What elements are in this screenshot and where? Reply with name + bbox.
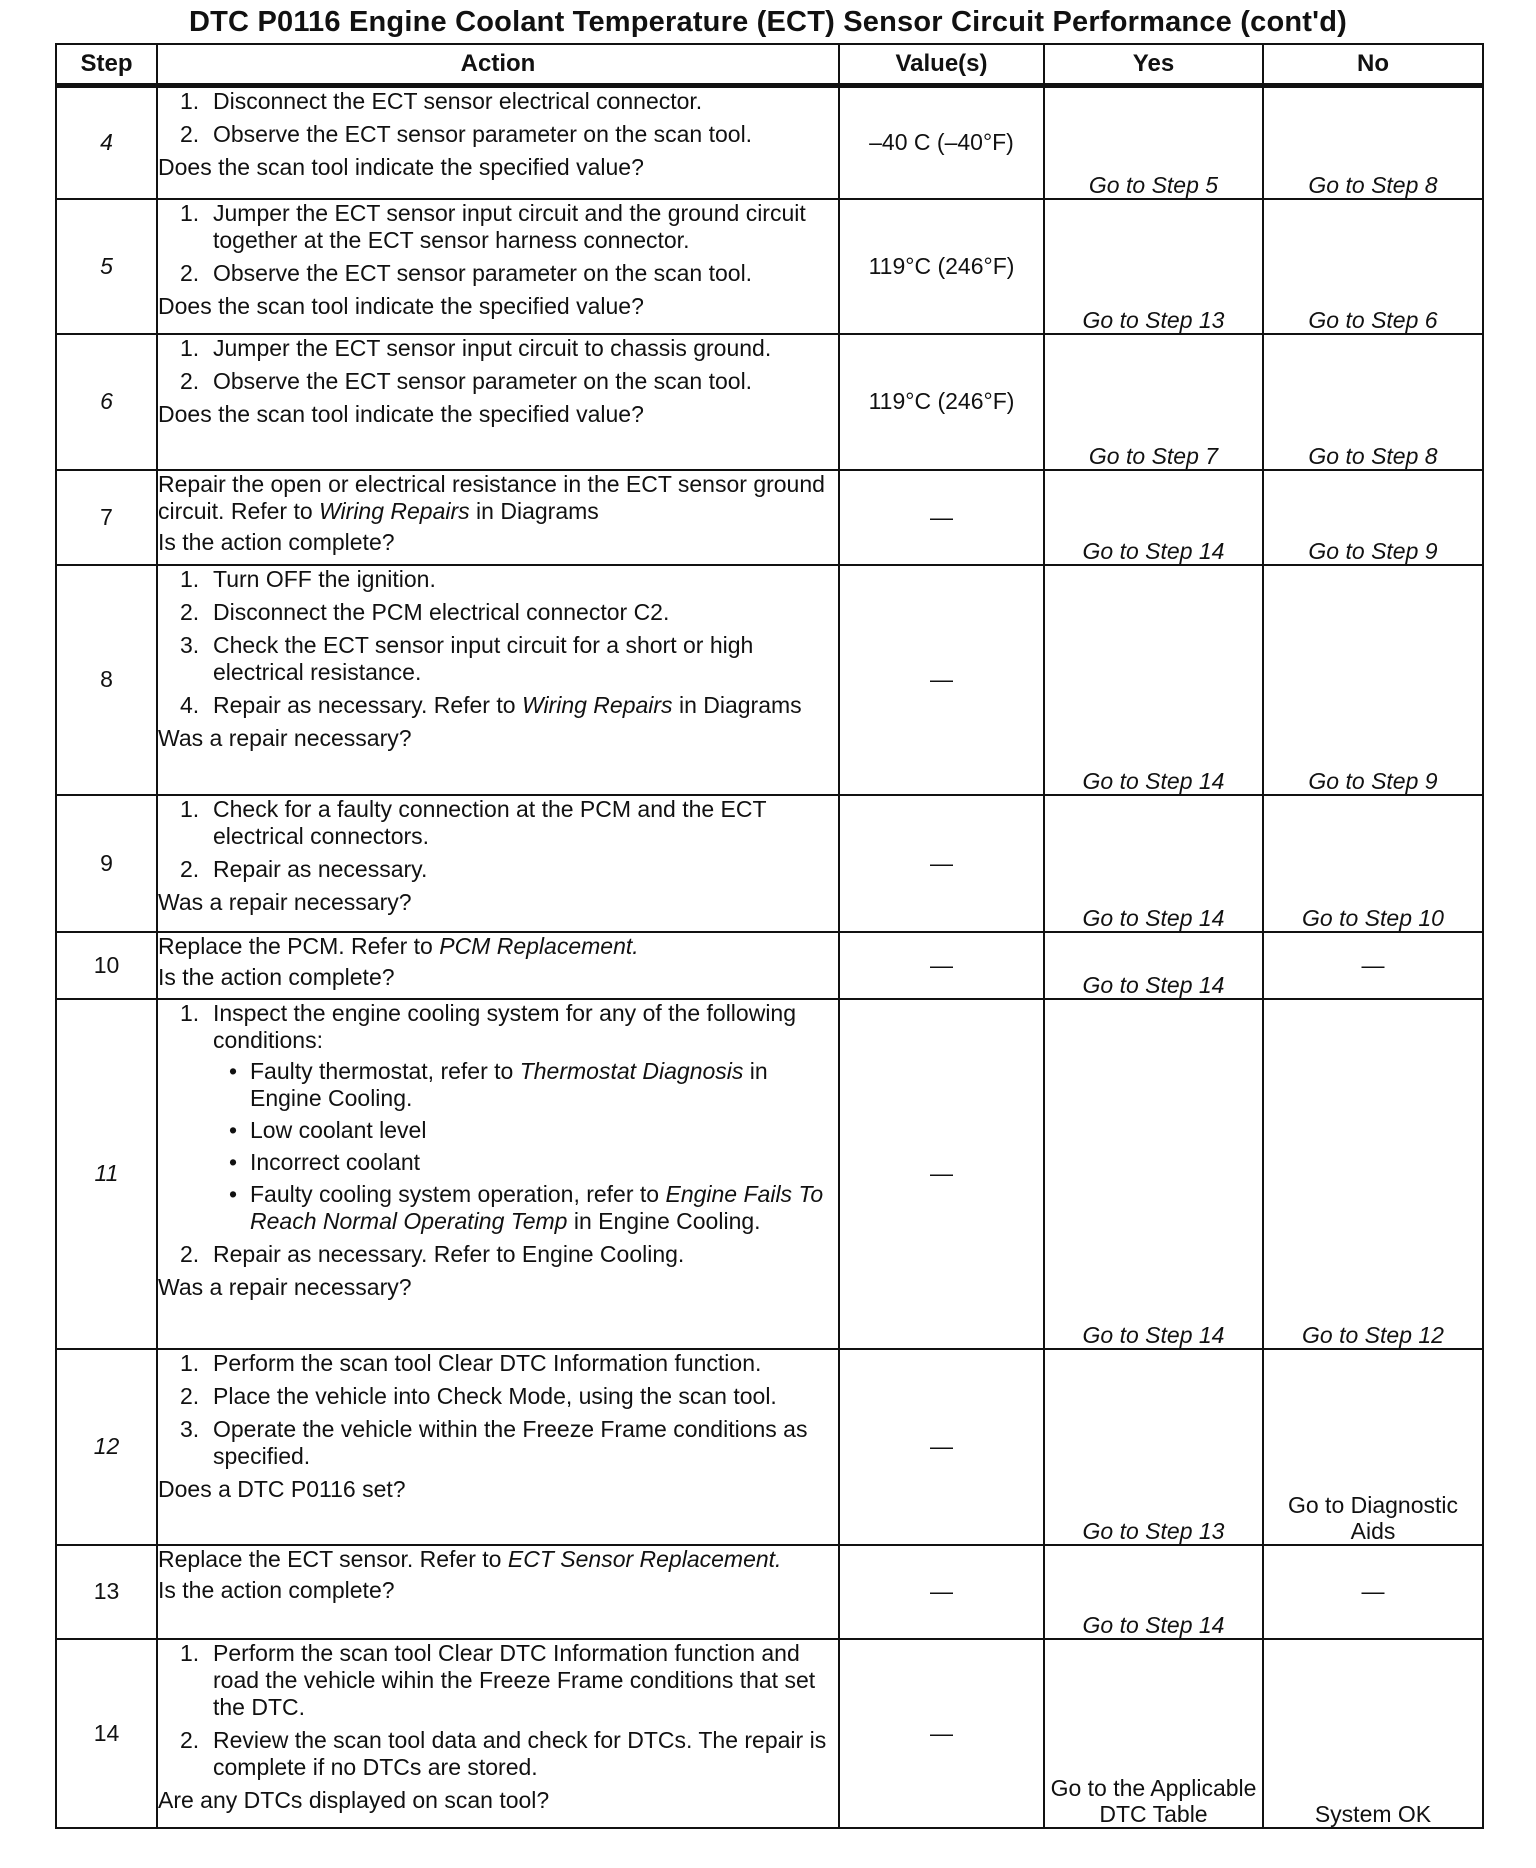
list-item: 3. Operate the vehicle within the Freeze Frame conditions as specified. (180, 1415, 808, 1469)
action-cell (157, 470, 839, 565)
step-number: 9 (56, 795, 157, 932)
list-item: 1. Turn OFF the ignition. (180, 565, 436, 592)
value-cell: — (839, 999, 1044, 1349)
no-cell: Go to Step 6 (1263, 199, 1483, 334)
yes-cell: Go to Step 14 (1044, 470, 1263, 565)
no-cell: Go to Step 9 (1263, 470, 1483, 565)
question-text: Was a repair necessary? (158, 724, 412, 751)
action-cell (157, 932, 839, 999)
header-action: Action (157, 44, 839, 86)
list-item: 1. Perform the scan tool Clear DTC Information function. (180, 1349, 762, 1376)
bullet-item: • Faulty cooling system operation, refer to Engine Fails To Reach Normal Operating Temp in Engine Cooling. (213, 1181, 838, 1235)
list-item: 2. Repair as necessary. Refer to Engine Cooling. (180, 1240, 685, 1267)
question-text: Is the action complete? (158, 1576, 395, 1603)
table-row (56, 999, 1483, 1349)
action-text: Replace the PCM. Refer to PCM Replacement. (158, 932, 639, 959)
value-cell: 119°C (246°F) (839, 199, 1044, 334)
table-row (56, 1349, 1483, 1545)
step-number: 12 (56, 1349, 157, 1545)
table-row (56, 565, 1483, 795)
list-item: 2. Observe the ECT sensor parameter on the scan tool. (180, 259, 753, 286)
no-cell: — (1263, 1545, 1483, 1639)
value-cell: — (839, 470, 1044, 565)
list-item: 2. Disconnect the PCM electrical connector C2. (180, 598, 670, 625)
question-text: Was a repair necessary? (158, 1273, 412, 1300)
value-cell: — (839, 565, 1044, 795)
no-cell: Go to Step 12 (1263, 999, 1483, 1349)
value-cell: 119°C (246°F) (839, 334, 1044, 470)
bullet-item: • Low coolant level (213, 1117, 838, 1144)
step-number: 6 (56, 334, 157, 470)
table-row (56, 932, 1483, 999)
action-cell (157, 199, 839, 334)
header-step: Step (56, 44, 157, 86)
table-header-row (56, 44, 1483, 86)
step-number: 4 (56, 86, 157, 199)
value-cell: — (839, 1545, 1044, 1639)
yes-cell: Go to the Applicable DTC Table (1044, 1639, 1263, 1828)
list-item: 2. Observe the ECT sensor parameter on the scan tool. (180, 367, 753, 394)
step-number: 8 (56, 565, 157, 795)
header-values: Value(s) (839, 44, 1044, 86)
no-cell: Go to Diagnostic Aids (1263, 1349, 1483, 1545)
list-item: 1. Jumper the ECT sensor input circuit to chassis ground. (180, 334, 772, 361)
action-cell (157, 795, 839, 932)
step-number: 10 (56, 932, 157, 999)
list-item: 2. Repair as necessary. (180, 855, 428, 882)
question-text: Is the action complete? (158, 528, 395, 555)
value-cell: –40 C (–40°F) (839, 86, 1044, 199)
question-text: Is the action complete? (158, 963, 395, 990)
question-text: Does the scan tool indicate the specified value? (158, 292, 644, 319)
diagnostic-table (55, 43, 1484, 1829)
list-item: 2. Place the vehicle into Check Mode, using the scan tool. (180, 1382, 777, 1409)
action-text: Repair the open or electrical resistance in the ECT sensor ground circuit. Refer to Wiring Repairs in Diagrams (158, 470, 825, 524)
question-text: Does the scan tool indicate the specified value? (158, 154, 644, 180)
yes-cell: Go to Step 13 (1044, 1349, 1263, 1545)
value-cell: — (839, 1349, 1044, 1545)
yes-cell: Go to Step 13 (1044, 199, 1263, 334)
list-item: 1. Disconnect the ECT sensor electrical connector. (180, 88, 703, 114)
no-cell: Go to Step 8 (1263, 334, 1483, 470)
yes-cell: Go to Step 14 (1044, 565, 1263, 795)
list-item: 2. Review the scan tool data and check for DTCs. The repair is complete if no DTCs are stored. (180, 1726, 827, 1780)
action-text: Replace the ECT sensor. Refer to ECT Sensor Replacement. (158, 1545, 782, 1572)
no-cell: Go to Step 8 (1263, 86, 1483, 199)
action-cell (157, 565, 839, 795)
no-cell: — (1263, 932, 1483, 999)
yes-cell: Go to Step 14 (1044, 795, 1263, 932)
no-cell: System OK (1263, 1639, 1483, 1828)
question-text: Was a repair necessary? (158, 888, 412, 915)
table-row (56, 470, 1483, 565)
yes-cell: Go to Step 14 (1044, 932, 1263, 999)
bullet-item: • Faulty thermostat, refer to Thermostat Diagnosis in Engine Cooling. (213, 1058, 838, 1112)
value-cell: — (839, 795, 1044, 932)
step-number: 7 (56, 470, 157, 565)
table-row (56, 1639, 1483, 1828)
action-cell (157, 334, 839, 470)
table-row (56, 199, 1483, 334)
action-cell (157, 1349, 839, 1545)
step-number: 13 (56, 1545, 157, 1639)
list-item: 2. Observe the ECT sensor parameter on the scan tool. (180, 121, 753, 147)
step-number: 14 (56, 1639, 157, 1828)
list-item: 4. Repair as necessary. Refer to Wiring Repairs in Diagrams (180, 691, 802, 718)
action-cell (157, 999, 839, 1349)
step-number: 11 (56, 999, 157, 1349)
list-item: 1. Perform the scan tool Clear DTC Information function and road the vehicle wihin the Freeze Frame conditions that set the DTC. (180, 1639, 816, 1720)
action-cell (157, 1545, 839, 1639)
step-number: 5 (56, 199, 157, 334)
bullet-item: • Incorrect coolant (213, 1149, 838, 1176)
value-cell: — (839, 932, 1044, 999)
table-row (56, 795, 1483, 932)
action-cell (157, 86, 839, 199)
question-text: Does a DTC P0116 set? (158, 1475, 406, 1502)
yes-cell: Go to Step 14 (1044, 1545, 1263, 1639)
yes-cell: Go to Step 7 (1044, 334, 1263, 470)
question-text: Are any DTCs displayed on scan tool? (158, 1786, 550, 1813)
yes-cell: Go to Step 14 (1044, 999, 1263, 1349)
value-cell: — (839, 1639, 1044, 1828)
yes-cell: Go to Step 5 (1044, 86, 1263, 199)
table-row (56, 1545, 1483, 1639)
action-cell (157, 1639, 839, 1828)
list-item: 1. Jumper the ECT sensor input circuit and the ground circuit together at the ECT sensor harness connector. (180, 199, 806, 253)
list-item: 3. Check the ECT sensor input circuit for a short or high electrical resistance. (180, 631, 754, 685)
list-item: 1. Check for a faulty connection at the PCM and the ECT electrical connectors. (180, 795, 767, 849)
no-cell: Go to Step 9 (1263, 565, 1483, 795)
question-text: Does the scan tool indicate the specified value? (158, 400, 644, 427)
header-no: No (1263, 44, 1483, 86)
table-row (56, 86, 1483, 199)
list-item: 1. Inspect the engine cooling system for any of the following conditions: • Faulty thermostat, refer to Thermostat Diagnosis in Engine Cooling. • Low coolant level • Incorrect coolant • Faulty cooling system operation, refer to Engine Fails To Reach Normal Operating Temp in Engine Cooling. (158, 1000, 838, 1235)
page-title: DTC P0116 Engine Coolant Temperature (ECT) Sensor Circuit Performance (cont'd) (189, 6, 1347, 38)
no-cell: Go to Step 10 (1263, 795, 1483, 932)
table-row (56, 334, 1483, 470)
header-yes: Yes (1044, 44, 1263, 86)
